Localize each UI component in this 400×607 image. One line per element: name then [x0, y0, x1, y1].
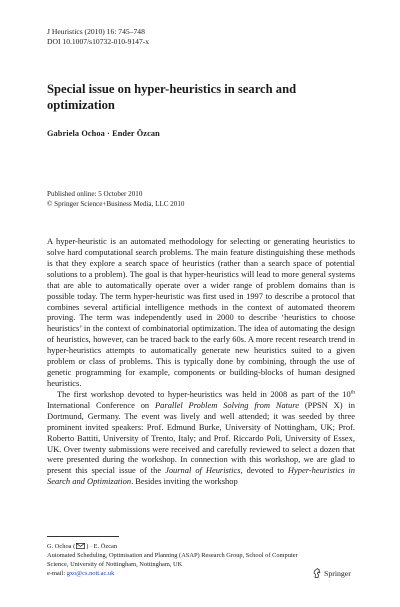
springer-horse-logo-icon — [313, 568, 321, 578]
copyright-notice: © Springer Science+Business Media, LLC 2010 — [47, 199, 185, 208]
publication-info — [47, 190, 184, 209]
footnote-names-a: G. Ochoa ( — [47, 543, 76, 550]
email-link[interactable]: gxo@cs.nott.ac.uk — [66, 569, 115, 577]
para2-text-5: . Besides inviting the workshop — [131, 476, 238, 487]
author-list[interactable]: Gabriela Ochoa · Ender Özcan — [47, 129, 160, 138]
body-paragraph-1: A hyper-heuristic is an automated methodology for selecting or generating heuristics to solve hard computational search problems. The main feature distinguishing these methods is that they explore a search space of heuristics (rather than a search space of potential solutions to a problem). The goal is that hyper-heuristics will lead to more general systems that are able to automatically operate over a wider range of problem domains than is possible today. The term hyper-heuristic was first used in 1997 to describe a protocol that combines several artificial intelligence methods in the context of automated theorem proving. The term was independently used in 2000 to describe ‘heuristics to choose heuristics’ in the context of combinatorial optimization. The idea of automating the design of heuristics, however, can be traced back to the early 60s. A more recent research trend in hyper-heuristics attempts to automatically generate new heuristics suited to a given problem or class of problems. This is typically done by combining, through the use of genetic programming for example, components or building-blocks of human designed heuristics. — [47, 236, 355, 388]
para2-text-3: (PPSN X) in Dortmund, Germany. The event was lively and well attended; it was seeded by three prominent invited speakers: Prof. Edmund Burke, University of Nottingham, UK; Prof. Roberto Battiti, University of Trento, Italy; and Prof. Riccardo Poli, University of Essex, UK. Over twenty submissions were received and carefully reviewed to select a dozen that were presented during the workshop. In connection with this workshop, we are glad to present this special issue of the — [47, 399, 355, 476]
para2-text-1: The first workshop devoted to hyper-heuristics was held in 2008 as part of the — [57, 388, 343, 399]
para2-text-2: International Conference on — [47, 399, 156, 410]
email-line — [47, 570, 347, 579]
article-body — [47, 236, 355, 487]
published-date: Published online: 5 October 2010 — [47, 190, 143, 198]
footnote-names — [47, 543, 347, 552]
email-label: e-mail: — [47, 569, 67, 577]
ordinal-number: 10 — [342, 388, 351, 399]
publisher-name: Springer — [324, 568, 351, 578]
footnote-names-b: ) · E. Özcan — [86, 543, 118, 550]
affiliation-line-2: Science, University of Nottingham, Nottingham, UK — [47, 560, 183, 568]
journal-name: Journal of Heuristics — [165, 465, 241, 476]
doi[interactable]: DOI 10.1007/s10732-010-9147-x — [47, 36, 150, 46]
footnote-divider — [47, 536, 119, 537]
article-title: Special issue on hyper-heuristics in search and optimization — [47, 82, 297, 112]
journal-citation: J Heuristics (2010) 16: 745–748 — [47, 27, 145, 36]
special-issue-name: Hyper-heuristics in Search and Optimization — [47, 465, 355, 487]
affiliation-line-1: Automated Scheduling, Optimisation and Planning (ASAP) Research Group, School of Computer — [47, 551, 298, 559]
ordinal-suffix: th — [350, 389, 355, 396]
journal-header — [47, 27, 149, 47]
author-footnote — [47, 543, 347, 579]
para2-text-4: , devoted to — [240, 465, 288, 476]
conference-name: Parallel Problem Solving from Nature — [155, 399, 299, 410]
envelope-icon — [76, 543, 85, 549]
publisher-logo — [313, 568, 351, 578]
body-paragraph-2 — [47, 389, 355, 487]
